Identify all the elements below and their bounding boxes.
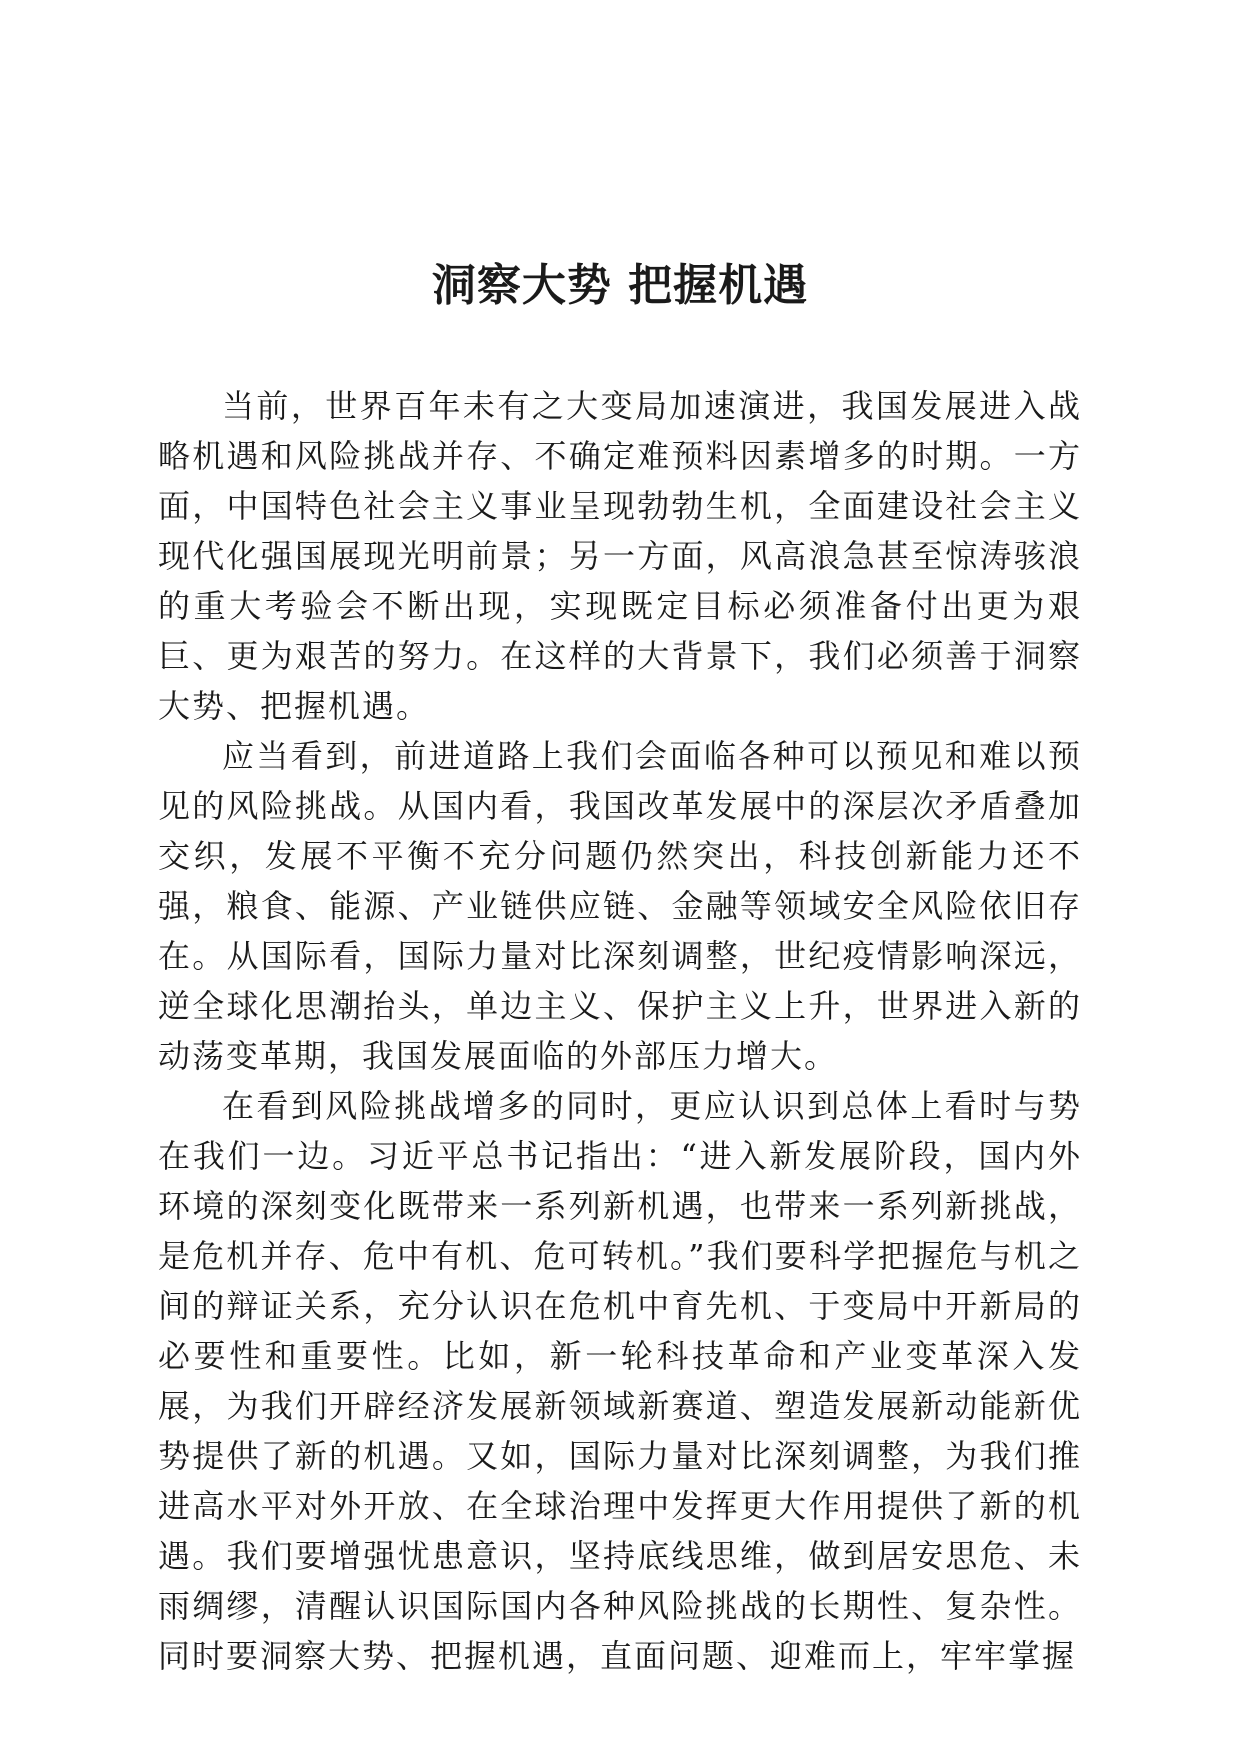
paragraph-1: 当前，世界百年未有之大变局加速演进，我国发展进入战略机遇和风险挑战并存、不确定难预料因素增多的时期。一方面，中国特色社会主义事业呈现勃勃生机，全面建设社会主义现代化强国展现光明前景；另一方面，风高浪急甚至惊涛骇浪的重大考验会不断出现，实现既定目标必须准备付出更为艰巨、更为艰苦的努力。在这样的大背景下，我们必须善于洞察大势、把握机遇。 — [158, 387, 1082, 725]
paragraph-2: 应当看到，前进道路上我们会面临各种可以预见和难以预见的风险挑战。从国内看，我国改革发展中的深层次矛盾叠加交织，发展不平衡不充分问题仍然突出，科技创新能力还不强，粮食、能源、产业链供应链、金融等领域安全风险依旧存在。从国际看，国际力量对比深刻调整，世纪疫情影响深远，逆全球化思潮抬头，单边主义、保护主义上升，世界进入新的动荡变革期，我国发展面临的外部压力增大。 — [158, 737, 1082, 1075]
paragraph-3: 在看到风险挑战增多的同时，更应认识到总体上看时与势在我们一边。习近平总书记指出：“进入新发展阶段，国内外环境的深刻变化既带来一系列新机遇，也带来一系列新挑战，是危机并存、危中有机、危可转机。”我们要科学把握危与机之间的辩证关系，充分认识在危机中育先机、于变局中开新局的必要性和重要性。比如，新一轮科技革命和产业变革深入发展，为我们开辟经济发展新领域新赛道、塑造发展新动能新优势提供了新的机遇。又如，国际力量对比深刻调整，为我们推进高水平对外开放、在全球治理中发挥更大作用提供了新的机遇。我们要增强忧患意识，坚持底线思维，做到居安思危、未雨绸缪，清醒认识国际国内各种风险挑战的长期性、复杂性。同时要洞察大势、把握机遇，直面问题、迎难而上，牢牢掌握 — [158, 1087, 1082, 1675]
document-body — [158, 381, 1082, 1681]
document-title: 洞察大势 把握机遇 — [431, 260, 809, 311]
